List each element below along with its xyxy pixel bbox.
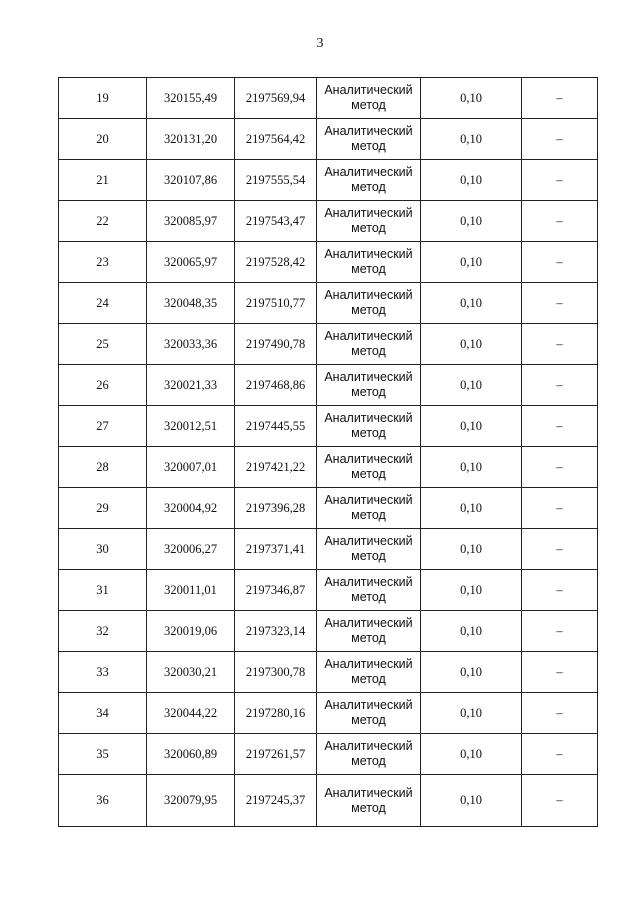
method-line-2: метод xyxy=(351,221,386,235)
note-cell: – xyxy=(522,242,598,283)
y-coordinate-cell: 2197445,55 xyxy=(235,406,317,447)
method-line-2: метод xyxy=(351,426,386,440)
method-cell xyxy=(317,242,421,283)
method-line-1: Аналитический xyxy=(324,370,413,384)
table-row xyxy=(59,447,598,488)
method-line-2: метод xyxy=(351,344,386,358)
method-line-1: Аналитический xyxy=(324,165,413,179)
method-cell xyxy=(317,283,421,324)
note-cell: – xyxy=(522,160,598,201)
method-cell xyxy=(317,734,421,775)
method-line-2: метод xyxy=(351,590,386,604)
y-coordinate-cell: 2197323,14 xyxy=(235,611,317,652)
method-line-1: Аналитический xyxy=(324,206,413,220)
note-cell: – xyxy=(522,611,598,652)
note-cell: – xyxy=(522,447,598,488)
point-number-cell: 22 xyxy=(59,201,147,242)
table-row xyxy=(59,365,598,406)
x-coordinate-cell: 320131,20 xyxy=(147,119,235,160)
method-line-1: Аналитический xyxy=(324,616,413,630)
note-cell: – xyxy=(522,119,598,160)
table-row xyxy=(59,160,598,201)
accuracy-cell: 0,10 xyxy=(421,734,522,775)
method-line-2: метод xyxy=(351,631,386,645)
method-line-2: метод xyxy=(351,303,386,317)
y-coordinate-cell: 2197564,42 xyxy=(235,119,317,160)
point-number-cell: 33 xyxy=(59,652,147,693)
point-number-cell: 29 xyxy=(59,488,147,529)
table-row xyxy=(59,201,598,242)
x-coordinate-cell: 320007,01 xyxy=(147,447,235,488)
accuracy-cell: 0,10 xyxy=(421,283,522,324)
table-row xyxy=(59,119,598,160)
x-coordinate-cell: 320011,01 xyxy=(147,570,235,611)
method-line-2: метод xyxy=(351,800,386,815)
y-coordinate-cell: 2197543,47 xyxy=(235,201,317,242)
method-line-1: Аналитический xyxy=(324,739,413,753)
note-cell: – xyxy=(522,529,598,570)
y-coordinate-cell: 2197421,22 xyxy=(235,447,317,488)
x-coordinate-cell: 320085,97 xyxy=(147,201,235,242)
note-cell: – xyxy=(522,324,598,365)
method-line-1: Аналитический xyxy=(324,698,413,712)
note-cell: – xyxy=(522,734,598,775)
y-coordinate-cell: 2197346,87 xyxy=(235,570,317,611)
method-cell xyxy=(317,529,421,570)
accuracy-cell: 0,10 xyxy=(421,447,522,488)
y-coordinate-cell: 2197569,94 xyxy=(235,78,317,119)
point-number-cell: 36 xyxy=(59,775,147,827)
x-coordinate-cell: 320079,95 xyxy=(147,775,235,827)
accuracy-cell: 0,10 xyxy=(421,160,522,201)
table-row xyxy=(59,406,598,447)
y-coordinate-cell: 2197528,42 xyxy=(235,242,317,283)
point-number-cell: 35 xyxy=(59,734,147,775)
x-coordinate-cell: 320155,49 xyxy=(147,78,235,119)
y-coordinate-cell: 2197261,57 xyxy=(235,734,317,775)
x-coordinate-cell: 320021,33 xyxy=(147,365,235,406)
method-line-1: Аналитический xyxy=(324,452,413,466)
coordinates-table-body xyxy=(59,78,598,827)
x-coordinate-cell: 320006,27 xyxy=(147,529,235,570)
method-cell xyxy=(317,119,421,160)
y-coordinate-cell: 2197468,86 xyxy=(235,365,317,406)
method-line-2: метод xyxy=(351,713,386,727)
method-cell xyxy=(317,570,421,611)
page-number: 3 xyxy=(316,36,324,51)
x-coordinate-cell: 320065,97 xyxy=(147,242,235,283)
method-line-1: Аналитический xyxy=(324,247,413,261)
coordinates-table xyxy=(58,77,598,827)
note-cell: – xyxy=(522,283,598,324)
point-number-cell: 34 xyxy=(59,693,147,734)
method-cell xyxy=(317,611,421,652)
table-row xyxy=(59,529,598,570)
accuracy-cell: 0,10 xyxy=(421,570,522,611)
x-coordinate-cell: 320060,89 xyxy=(147,734,235,775)
method-line-2: метод xyxy=(351,139,386,153)
accuracy-cell: 0,10 xyxy=(421,242,522,283)
table-row xyxy=(59,324,598,365)
x-coordinate-cell: 320048,35 xyxy=(147,283,235,324)
y-coordinate-cell: 2197396,28 xyxy=(235,488,317,529)
point-number-cell: 20 xyxy=(59,119,147,160)
note-cell: – xyxy=(522,488,598,529)
method-line-2: метод xyxy=(351,549,386,563)
table-row xyxy=(59,242,598,283)
table-row xyxy=(59,283,598,324)
method-cell xyxy=(317,406,421,447)
y-coordinate-cell: 2197490,78 xyxy=(235,324,317,365)
accuracy-cell: 0,10 xyxy=(421,78,522,119)
y-coordinate-cell: 2197510,77 xyxy=(235,283,317,324)
x-coordinate-cell: 320044,22 xyxy=(147,693,235,734)
table-row xyxy=(59,734,598,775)
point-number-cell: 19 xyxy=(59,78,147,119)
x-coordinate-cell: 320030,21 xyxy=(147,652,235,693)
method-cell xyxy=(317,693,421,734)
x-coordinate-cell: 320004,92 xyxy=(147,488,235,529)
table-row xyxy=(59,611,598,652)
method-line-1: Аналитический xyxy=(324,785,413,800)
accuracy-cell: 0,10 xyxy=(421,365,522,406)
point-number-cell: 26 xyxy=(59,365,147,406)
table-row xyxy=(59,78,598,119)
point-number-cell: 30 xyxy=(59,529,147,570)
point-number-cell: 28 xyxy=(59,447,147,488)
method-line-2: метод xyxy=(351,262,386,276)
accuracy-cell: 0,10 xyxy=(421,119,522,160)
accuracy-cell: 0,10 xyxy=(421,488,522,529)
accuracy-cell: 0,10 xyxy=(421,529,522,570)
method-line-1: Аналитический xyxy=(324,575,413,589)
method-line-2: метод xyxy=(351,508,386,522)
y-coordinate-cell: 2197555,54 xyxy=(235,160,317,201)
accuracy-cell: 0,10 xyxy=(421,406,522,447)
table-row xyxy=(59,652,598,693)
accuracy-cell: 0,10 xyxy=(421,652,522,693)
method-line-1: Аналитический xyxy=(324,493,413,507)
method-line-1: Аналитический xyxy=(324,657,413,671)
y-coordinate-cell: 2197371,41 xyxy=(235,529,317,570)
accuracy-cell: 0,10 xyxy=(421,611,522,652)
point-number-cell: 32 xyxy=(59,611,147,652)
point-number-cell: 23 xyxy=(59,242,147,283)
method-line-2: метод xyxy=(351,467,386,481)
method-line-1: Аналитический xyxy=(324,534,413,548)
point-number-cell: 25 xyxy=(59,324,147,365)
method-line-1: Аналитический xyxy=(324,329,413,343)
table-row xyxy=(59,693,598,734)
method-cell xyxy=(317,324,421,365)
method-cell xyxy=(317,447,421,488)
method-line-2: метод xyxy=(351,98,386,112)
point-number-cell: 27 xyxy=(59,406,147,447)
method-cell xyxy=(317,365,421,406)
x-coordinate-cell: 320012,51 xyxy=(147,406,235,447)
accuracy-cell: 0,10 xyxy=(421,775,522,827)
method-line-2: метод xyxy=(351,180,386,194)
method-line-2: метод xyxy=(351,385,386,399)
y-coordinate-cell: 2197245,37 xyxy=(235,775,317,827)
y-coordinate-cell: 2197280,16 xyxy=(235,693,317,734)
method-line-2: метод xyxy=(351,672,386,686)
note-cell: – xyxy=(522,365,598,406)
point-number-cell: 21 xyxy=(59,160,147,201)
accuracy-cell: 0,10 xyxy=(421,324,522,365)
method-line-1: Аналитический xyxy=(324,288,413,302)
x-coordinate-cell: 320019,06 xyxy=(147,611,235,652)
accuracy-cell: 0,10 xyxy=(421,693,522,734)
x-coordinate-cell: 320033,36 xyxy=(147,324,235,365)
point-number-cell: 24 xyxy=(59,283,147,324)
method-cell xyxy=(317,160,421,201)
note-cell: – xyxy=(522,652,598,693)
method-cell xyxy=(317,775,421,827)
method-line-1: Аналитический xyxy=(324,124,413,138)
note-cell: – xyxy=(522,693,598,734)
table-row xyxy=(59,570,598,611)
note-cell: – xyxy=(522,775,598,827)
table-row xyxy=(59,775,598,827)
method-cell xyxy=(317,488,421,529)
note-cell: – xyxy=(522,201,598,242)
method-line-1: Аналитический xyxy=(324,83,413,97)
y-coordinate-cell: 2197300,78 xyxy=(235,652,317,693)
method-line-1: Аналитический xyxy=(324,411,413,425)
note-cell: – xyxy=(522,570,598,611)
table-row xyxy=(59,488,598,529)
note-cell: – xyxy=(522,78,598,119)
accuracy-cell: 0,10 xyxy=(421,201,522,242)
note-cell: – xyxy=(522,406,598,447)
method-cell xyxy=(317,652,421,693)
method-cell xyxy=(317,201,421,242)
point-number-cell: 31 xyxy=(59,570,147,611)
x-coordinate-cell: 320107,86 xyxy=(147,160,235,201)
method-cell xyxy=(317,78,421,119)
method-line-2: метод xyxy=(351,754,386,768)
